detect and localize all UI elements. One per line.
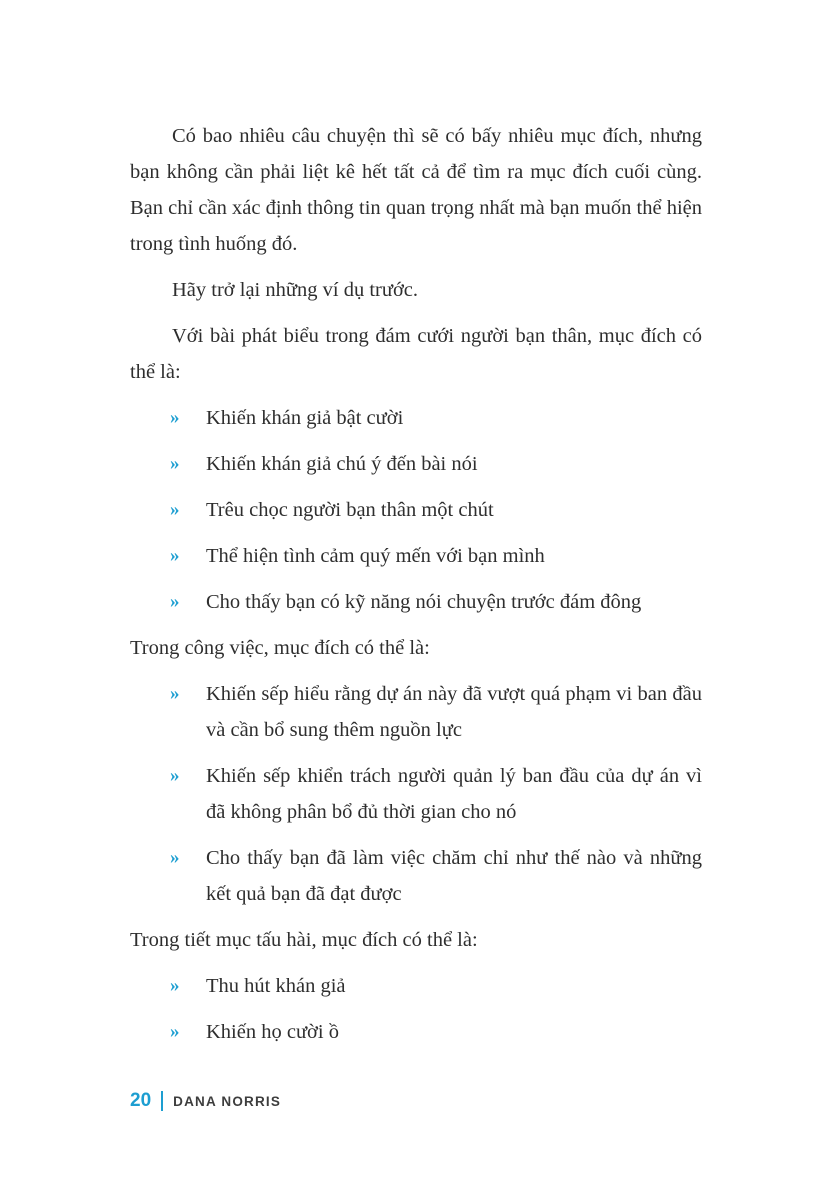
book-page-content [130,118,702,1060]
list-item-text: Thể hiện tình cảm quý mến với bạn mình [206,545,545,567]
bullet-marker-icon: » [170,591,180,612]
bullet-marker-icon: » [170,1021,180,1042]
wedding-goals-list [130,400,702,620]
bullet-marker-icon: » [170,453,180,474]
list-item [130,492,702,528]
work-goals-list [130,676,702,912]
list-item [130,400,702,436]
paragraph-intro: Có bao nhiêu câu chuyện thì sẽ có bấy nhiêu mục đích, nhưng bạn không cần phải liệt kê hết tất cả để tìm ra mục đích cuối cùng. Bạn chỉ cần xác định thông tin quan trọng nhất mà bạn muốn thể hiện trong tình huống đó. [130,125,702,255]
comedy-goals-list [130,968,702,1050]
paragraph-work: Trong công việc, mục đích có thể là: [130,637,430,659]
footer-separator [161,1091,163,1111]
list-item-text: Trêu chọc người bạn thân một chút [206,499,494,521]
page-footer [130,1090,281,1112]
bullet-marker-icon: » [170,683,180,704]
list-item [130,840,702,912]
bullet-marker-icon: » [170,975,180,996]
bullet-marker-icon: » [170,765,180,786]
bullet-marker-icon: » [170,407,180,428]
list-item [130,584,702,620]
list-item [130,446,702,482]
author-name: DANA NORRIS [173,1093,282,1109]
list-item [130,968,702,1004]
list-item [130,538,702,574]
list-item-text: Khiến họ cười ồ [206,1021,339,1043]
paragraph-comedy: Trong tiết mục tấu hài, mục đích có thể là: [130,929,478,951]
bullet-marker-icon: » [170,545,180,566]
page-number: 20 [130,1090,152,1111]
list-item-text: Khiến sếp hiểu rằng dự án này đã vượt quá phạm vi ban đầu và cần bổ sung thêm nguồn lực [206,683,702,741]
bullet-marker-icon: » [170,499,180,520]
list-item-text: Cho thấy bạn đã làm việc chăm chỉ như thế nào và những kết quả bạn đã đạt được [206,847,702,905]
list-item-text: Cho thấy bạn có kỹ năng nói chuyện trước đám đông [206,591,642,613]
list-item [130,758,702,830]
list-item-text: Khiến khán giả bật cười [206,407,404,429]
list-item [130,676,702,748]
paragraph-wedding-speech: Với bài phát biểu trong đám cưới người bạn thân, mục đích có thể là: [130,325,702,383]
list-item-text: Thu hút khán giả [206,975,346,997]
paragraph-examples: Hãy trở lại những ví dụ trước. [172,279,419,301]
list-item-text: Khiến khán giả chú ý đến bài nói [206,453,478,475]
list-item [130,1014,702,1050]
list-item-text: Khiến sếp khiển trách người quản lý ban đầu của dự án vì đã không phân bổ đủ thời gian cho nó [206,765,702,823]
bullet-marker-icon: » [170,847,180,868]
